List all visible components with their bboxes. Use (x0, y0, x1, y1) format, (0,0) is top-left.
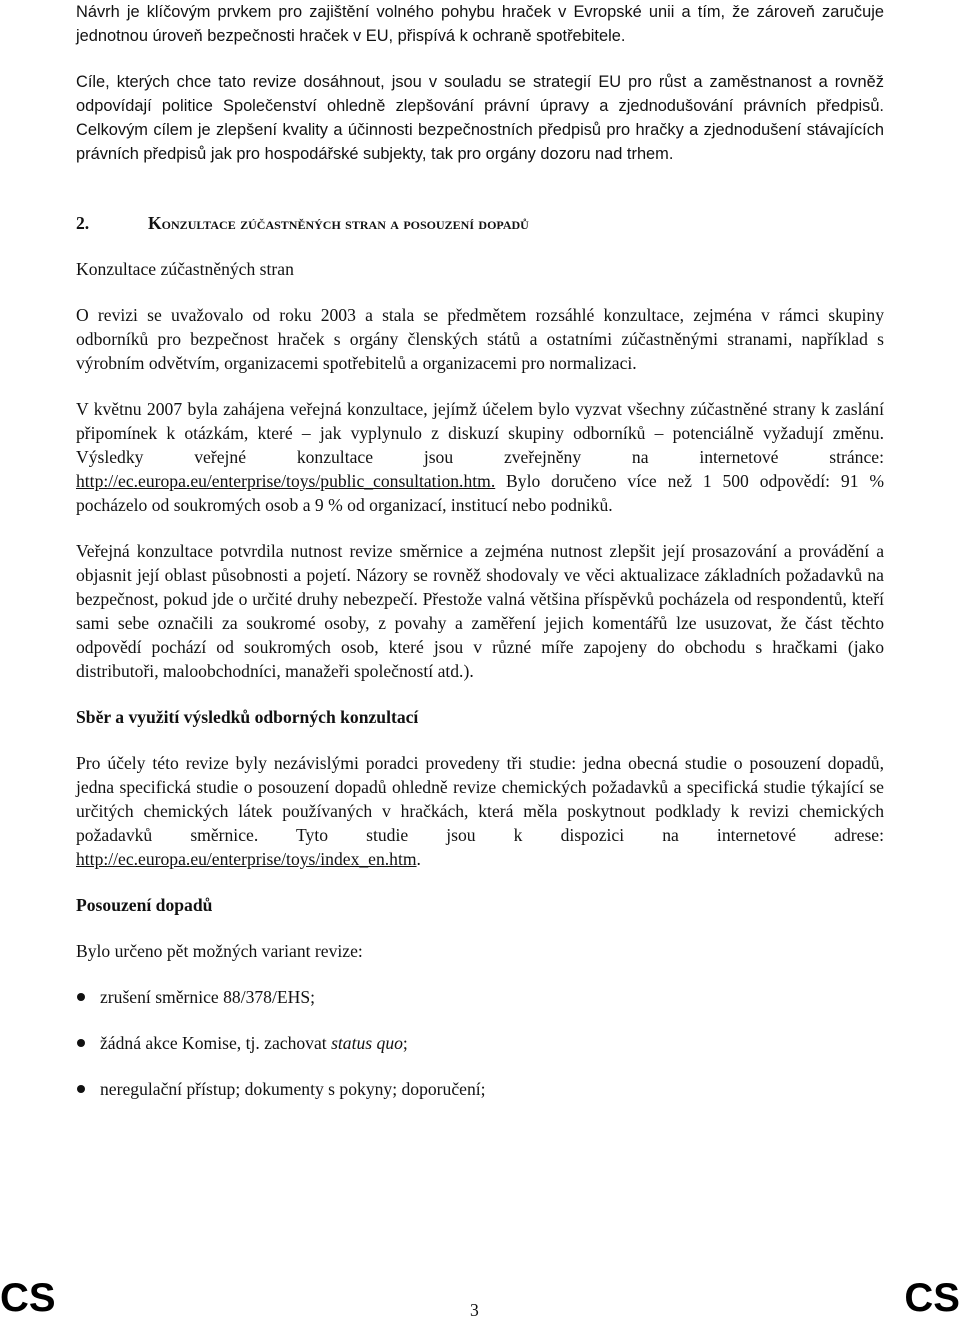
consultation-paragraph-2-part-2: Výsledky veřejné konzultace jsou zveřejněny na internetové stránce: (76, 447, 884, 467)
expertise-paragraph-part-2: Tyto studie jsou k dispozici na internetové adrese: (258, 825, 884, 845)
option-2-status-quo: status quo (331, 1033, 403, 1053)
options-list (76, 985, 884, 1101)
option-1-text: zrušení směrnice 88/378/EHS; (100, 987, 315, 1007)
option-3-text: neregulační přístup; dokumenty s pokyny; doporučení; (100, 1079, 486, 1099)
bullet-icon (77, 1039, 85, 1047)
intro-paragraph-2 (76, 70, 884, 166)
option-2-text-after: ; (402, 1033, 408, 1053)
bullet-icon (77, 1085, 85, 1093)
consultation-paragraph-2-part-1: V květnu 2007 byla zahájena veřejná konzultace, jejímž účelem bylo vyzvat všechny zúčastněné strany k zaslání připomínek k otázkám, které – jak vyplynulo z diskuzí skupiny odborníků – potenciálně vyžadují změnu. (76, 399, 884, 443)
expertise-paragraph-part-3: . (416, 849, 421, 869)
list-item (76, 985, 884, 1009)
section-number: 2. (76, 213, 90, 233)
page-number: 3 (470, 1300, 479, 1320)
consultation-paragraph-3-part-2: Názory se rovněž shodovaly ve věci aktualizace základních požadavků na bezpečnost, pokud jde o určité druhy nebezpečí. (76, 565, 884, 609)
option-2-text-before: žádná akce Komise, tj. zachovat (100, 1033, 332, 1053)
consultation-paragraph-3-part-1: Veřejná konzultace potvrdila nutnost revize směrnice a zejména nutnost zlepšit její prosazování a provádění a objasnit její oblast působnosti a pojetí. (76, 541, 884, 585)
document-page (76, 0, 884, 1101)
expertise-paragraph (76, 751, 884, 871)
list-item (76, 1077, 884, 1101)
footer-language-left: CS (0, 1276, 56, 1320)
toys-index-link[interactable]: http://ec.europa.eu/enterprise/toys/index_en.htm (76, 849, 417, 869)
subheading-impact-assessment: Posouzení dopadů (76, 895, 213, 915)
section-title: Konzultace zúčastněných stran a posouzení dopadů (148, 213, 529, 233)
intro-paragraph-2-part-1: Cíle, kterých chce tato revize dosáhnout, jsou v souladu se strategií EU pro růst a zaměstnanost a rovněž odpovídají politice Společenství ohledně zlepšování právní úpravy a zjednodušování právních předpisů. (76, 73, 884, 115)
section-2-heading (76, 211, 884, 235)
intro-paragraph-2-part-2: Celkovým cílem je zlepšení kvality a účinnosti bezpečnostních předpisů pro hračky a zjednodušení stávajících právních předpisů jak pro hospodářské subjekty, tak pro orgány dozoru nad trhem. (76, 121, 884, 163)
intro-paragraph-1: Návrh je klíčovým prvkem pro zajištění volného pohybu hraček v Evropské unii a tím, že zároveň zaručuje jednotnou úroveň bezpečnosti hraček v EU, přispívá k ochraně spotřebitele. (76, 3, 884, 45)
public-consultation-link[interactable]: http://ec.europa.eu/enterprise/toys/public_consultation.htm. (76, 471, 496, 491)
subheading-stakeholder-consultation: Konzultace zúčastněných stran (76, 259, 294, 279)
consultation-paragraph-2 (76, 397, 884, 517)
consultation-paragraph-3 (76, 539, 884, 683)
consultation-paragraph-3-part-3: Přestože valná většina příspěvků pocházela od respondentů, kteří sami sebe označili za soukromé osoby, z povahy a zaměření jejich komentářů lze usuzovat, že část těchto odpovědí pochází od soukromých osob, které jsou v různé míře zapojeny do obchodu s hračkami (jako distributoři, maloobchodníci, manažeři společností atd.). (76, 589, 884, 681)
consultation-paragraph-2-part-3: Bylo doručeno více než 1 500 odpovědí: 91 % pocházelo od soukromých osob a 9 % od organizací, institucí nebo podniků. (76, 471, 884, 515)
footer-language-right: CS (904, 1276, 960, 1320)
expertise-paragraph-part-1: Pro účely této revize byly nezávislými poradci provedeny tři studie: jedna obecná studie o posouzení dopadů, jedna specifická studie o posouzení dopadů ohledně revize chemických požadavků a specifická studie týkající se určitých chemických látek používaných v hračkách, která měla poskytnout podklady k revizi chemických požadavků směrnice. (76, 753, 884, 845)
bullet-icon (77, 993, 85, 1001)
page-footer (0, 1276, 960, 1320)
subheading-expert-consultation: Sběr a využití výsledků odborných konzultací (76, 707, 419, 727)
list-item (76, 1031, 884, 1055)
consultation-paragraph-1: O revizi se uvažovalo od roku 2003 a stala se předmětem rozsáhlé konzultace, zejména v rámci skupiny odborníků pro bezpečnost hraček s orgány členských států a ostatními zúčastněnými stranami, například s výrobním odvětvím, organizacemi spotřebitelů a organizacemi pro normalizaci. (76, 305, 884, 373)
options-intro: Bylo určeno pět možných variant revize: (76, 941, 363, 961)
